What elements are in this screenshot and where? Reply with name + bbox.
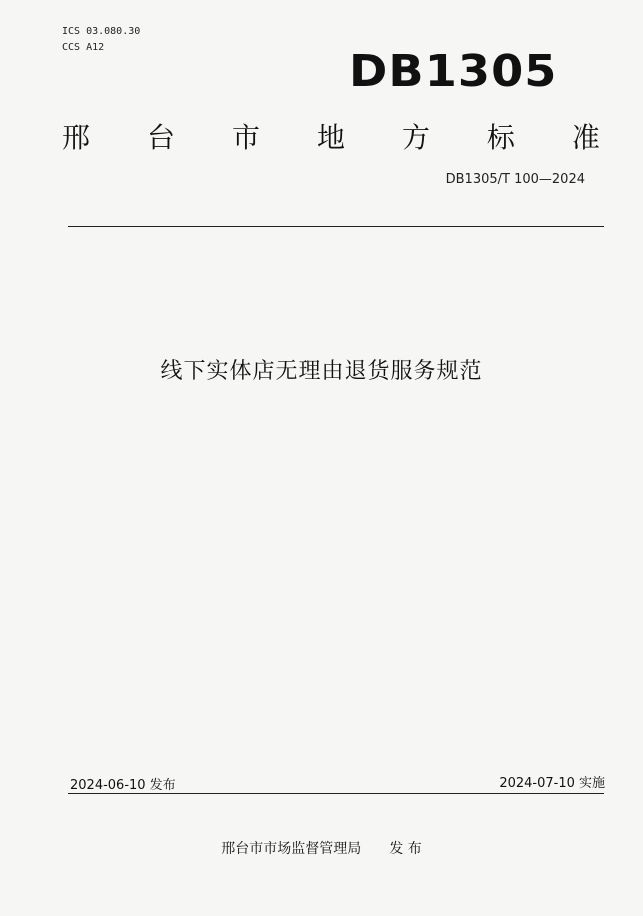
title-char: 台 bbox=[146, 121, 175, 154]
ics-code: ICS 03.080.30 bbox=[62, 26, 141, 37]
classification-codes bbox=[62, 24, 140, 56]
bottom-divider bbox=[68, 793, 604, 794]
standard-number: DB1305/T 100—2024 bbox=[445, 172, 585, 187]
issuer-line bbox=[0, 838, 643, 858]
db-mark: DB1305 bbox=[349, 46, 558, 97]
title-char: 邢 bbox=[62, 121, 91, 154]
title-char: 方 bbox=[401, 121, 430, 154]
title-char: 市 bbox=[231, 121, 260, 154]
top-divider bbox=[68, 226, 604, 227]
issuer-name: 邢台市市场监督管理局 bbox=[221, 841, 362, 857]
title-char: 准 bbox=[571, 121, 600, 154]
issue-date: 2024-06-10 发布 bbox=[70, 778, 176, 793]
issuer-action: 发 布 bbox=[389, 841, 422, 857]
implementation-date: 2024-07-10 实施 bbox=[499, 776, 605, 791]
title-char: 地 bbox=[316, 121, 345, 154]
standard-type-title bbox=[62, 116, 600, 156]
title-char: 标 bbox=[486, 121, 515, 154]
ccs-code: CCS A12 bbox=[62, 42, 105, 53]
document-title: 线下实体店无理由退货服务规范 bbox=[160, 359, 483, 384]
